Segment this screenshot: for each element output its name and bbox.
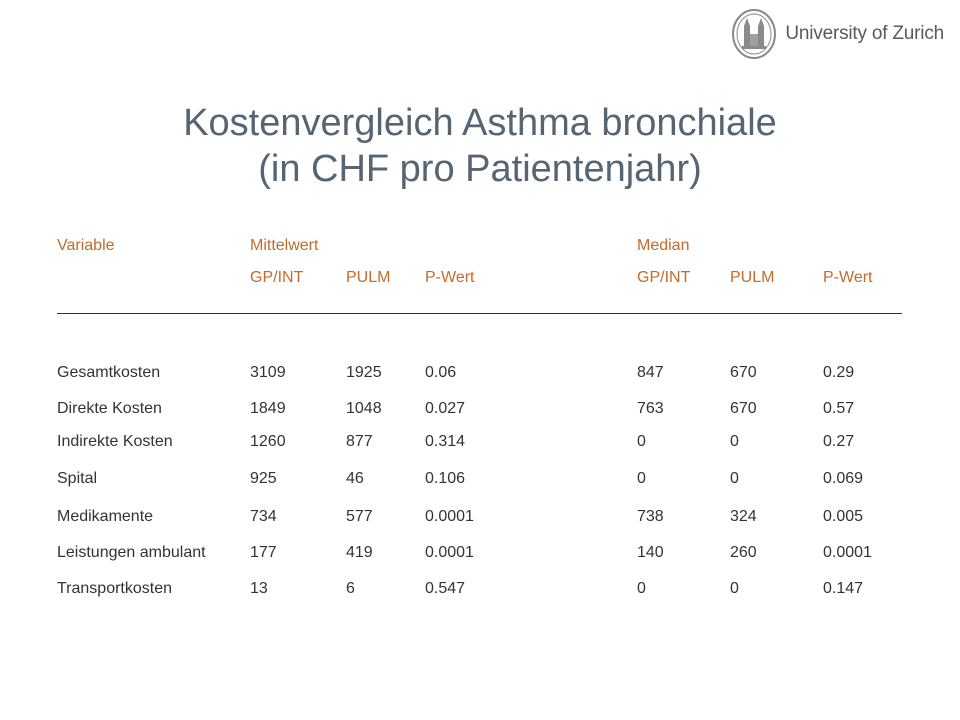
cell-mean-gp-int: 1260	[250, 433, 286, 450]
cell-variable: Leistungen ambulant	[57, 544, 206, 561]
table-row	[57, 430, 907, 454]
table-row	[57, 541, 907, 565]
header-mittelwert: Mittelwert	[250, 237, 319, 254]
cell-median-pulm: 0	[730, 433, 739, 450]
cell-mean-gp-int: 13	[250, 580, 268, 597]
cell-variable: Indirekte Kosten	[57, 433, 173, 450]
header-gp-int-median: GP/INT	[637, 269, 691, 286]
header-variable: Variable	[57, 237, 115, 254]
cell-variable: Gesamtkosten	[57, 364, 161, 381]
university-logo	[731, 8, 944, 60]
cell-median-p-wert: 0.005	[823, 508, 864, 525]
university-name: University of Zurich	[785, 23, 944, 44]
cell-median-pulm: 260	[730, 544, 757, 561]
cell-median-gp-int: 0	[637, 580, 646, 597]
table-row	[57, 505, 907, 529]
cell-median-gp-int: 140	[637, 544, 664, 561]
title-line-2: (in CHF pro Patientenjahr)	[258, 148, 702, 190]
header-p-wert-mean: P-Wert	[425, 269, 475, 286]
cell-mean-p-wert: 0.06	[425, 364, 457, 381]
cell-median-p-wert: 0.069	[823, 470, 864, 487]
cell-mean-pulm: 577	[346, 508, 373, 525]
cell-median-pulm: 670	[730, 364, 757, 381]
university-seal-icon	[731, 8, 777, 60]
cell-mean-p-wert: 0.0001	[425, 508, 474, 525]
cell-mean-gp-int: 734	[250, 508, 277, 525]
cell-median-gp-int: 738	[637, 508, 664, 525]
cell-mean-pulm: 6	[346, 580, 355, 597]
cell-median-gp-int: 847	[637, 364, 664, 381]
cell-mean-gp-int: 177	[250, 544, 277, 561]
cell-median-pulm: 0	[730, 580, 739, 597]
table-row	[57, 397, 907, 421]
table-row	[57, 467, 907, 491]
cell-median-gp-int: 0	[637, 470, 646, 487]
cell-mean-pulm: 419	[346, 544, 373, 561]
table-row	[57, 577, 907, 601]
cell-mean-p-wert: 0.314	[425, 433, 466, 450]
cell-mean-p-wert: 0.027	[425, 400, 466, 417]
table-header-row-1	[57, 234, 907, 258]
header-pulm-median: PULM	[730, 269, 775, 286]
cell-median-pulm: 324	[730, 508, 757, 525]
cell-mean-pulm: 1925	[346, 364, 382, 381]
cell-median-gp-int: 763	[637, 400, 664, 417]
cell-mean-pulm: 46	[346, 470, 364, 487]
cell-mean-gp-int: 925	[250, 470, 277, 487]
cell-mean-pulm: 877	[346, 433, 373, 450]
table-row	[57, 361, 907, 385]
cell-variable: Spital	[57, 470, 98, 487]
header-p-wert-median: P-Wert	[823, 269, 873, 286]
title-line-1: Kostenvergleich Asthma bronchiale	[183, 102, 777, 144]
cell-mean-p-wert: 0.0001	[425, 544, 474, 561]
cell-median-p-wert: 0.29	[823, 364, 855, 381]
page-title	[0, 100, 960, 192]
header-gp-int-mean: GP/INT	[250, 269, 304, 286]
cell-median-p-wert: 0.57	[823, 400, 855, 417]
cell-median-pulm: 0	[730, 470, 739, 487]
cell-mean-pulm: 1048	[346, 400, 382, 417]
header-pulm-mean: PULM	[346, 269, 391, 286]
table-header-row-2	[57, 266, 907, 290]
header-divider	[57, 313, 902, 314]
cell-median-pulm: 670	[730, 400, 757, 417]
cell-variable: Direkte Kosten	[57, 400, 162, 417]
cell-variable: Transportkosten	[57, 580, 173, 597]
cell-variable: Medikamente	[57, 508, 154, 525]
cell-median-p-wert: 0.27	[823, 433, 855, 450]
cell-mean-p-wert: 0.106	[425, 470, 466, 487]
cell-mean-gp-int: 1849	[250, 400, 286, 417]
header-median: Median	[637, 237, 690, 254]
cell-median-p-wert: 0.0001	[823, 544, 872, 561]
cell-mean-gp-int: 3109	[250, 364, 286, 381]
cell-mean-p-wert: 0.547	[425, 580, 466, 597]
cell-median-p-wert: 0.147	[823, 580, 864, 597]
cell-median-gp-int: 0	[637, 433, 646, 450]
